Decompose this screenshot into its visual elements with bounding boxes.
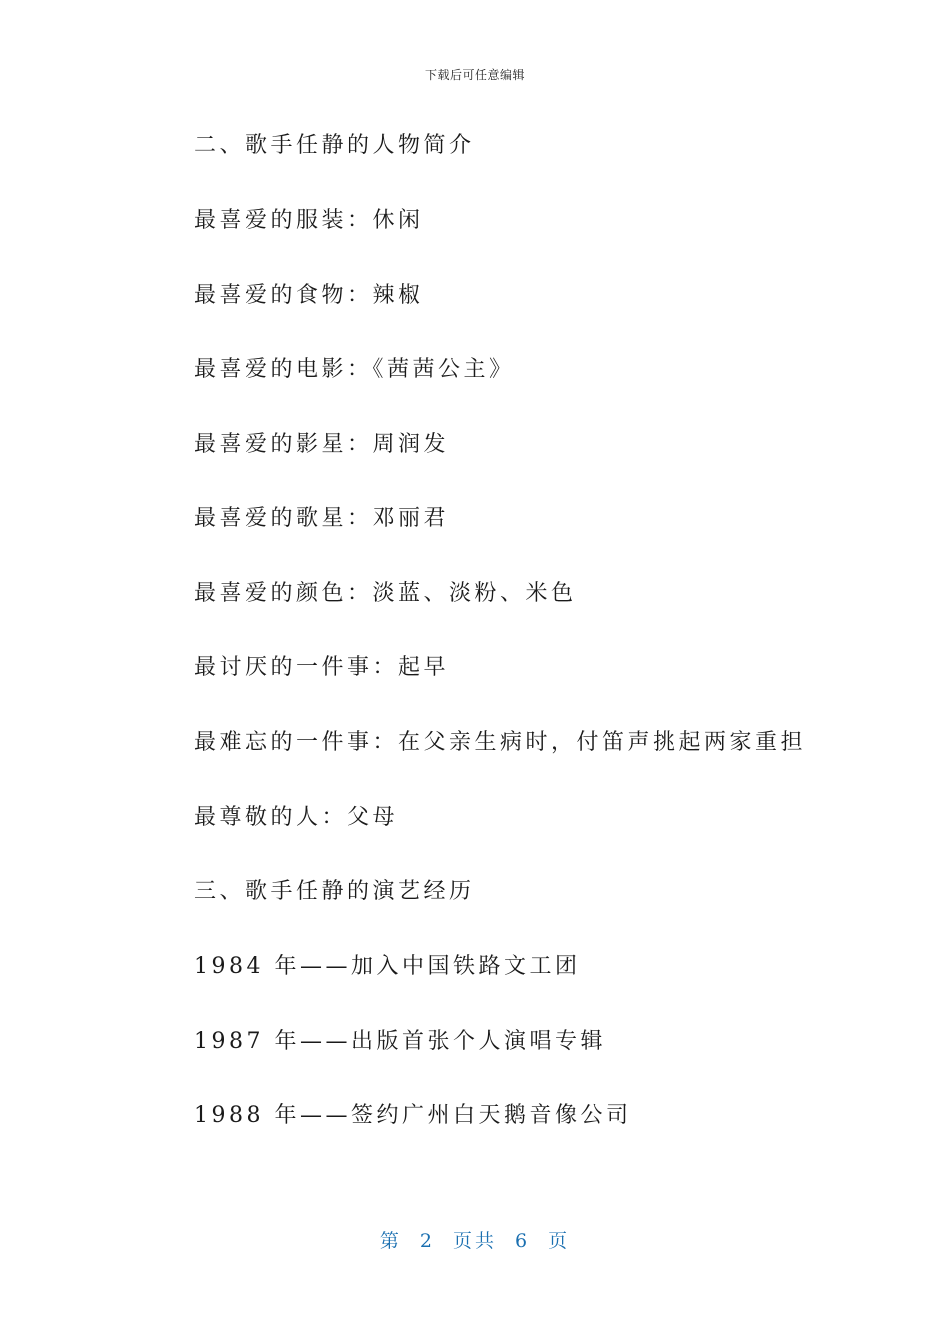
- text-line: 最喜爱的影星：周润发: [194, 432, 450, 457]
- timeline-item: 1984 年——加入中国铁路文工团: [194, 954, 581, 979]
- current-page-number: 2: [419, 1230, 435, 1252]
- footer-suffix: 页: [548, 1230, 571, 1252]
- section-heading-career: 三、歌手任静的演艺经历: [194, 879, 475, 904]
- text-line: 最喜爱的颜色：淡蓝、淡粉、米色: [194, 581, 577, 606]
- text-line: 最难忘的一件事：在父亲生病时，付笛声挑起两家重担: [194, 730, 807, 755]
- total-page-number: 6: [515, 1230, 531, 1252]
- footer-prefix: 第: [379, 1230, 402, 1252]
- text-line: 最喜爱的电影：《茜茜公主》: [194, 357, 515, 382]
- timeline-item: 1987 年——出版首张个人演唱专辑: [194, 1029, 606, 1054]
- text-line: 最喜爱的歌星：邓丽君: [194, 506, 450, 531]
- page-header: 下载后可任意编辑: [424, 68, 525, 82]
- text-line: 最喜爱的服装：休闲: [194, 208, 424, 233]
- timeline-item: 1988 年——签约广州白天鹅音像公司: [194, 1103, 632, 1128]
- page-footer: [0, 1226, 950, 1253]
- section-heading-profile: 二、歌手任静的人物简介: [194, 133, 475, 158]
- text-line: 最讨厌的一件事：起早: [194, 655, 450, 680]
- text-line: 最尊敬的人：父母: [194, 805, 399, 830]
- footer-middle: 页共: [452, 1230, 497, 1252]
- text-line: 最喜爱的食物：辣椒: [194, 283, 424, 308]
